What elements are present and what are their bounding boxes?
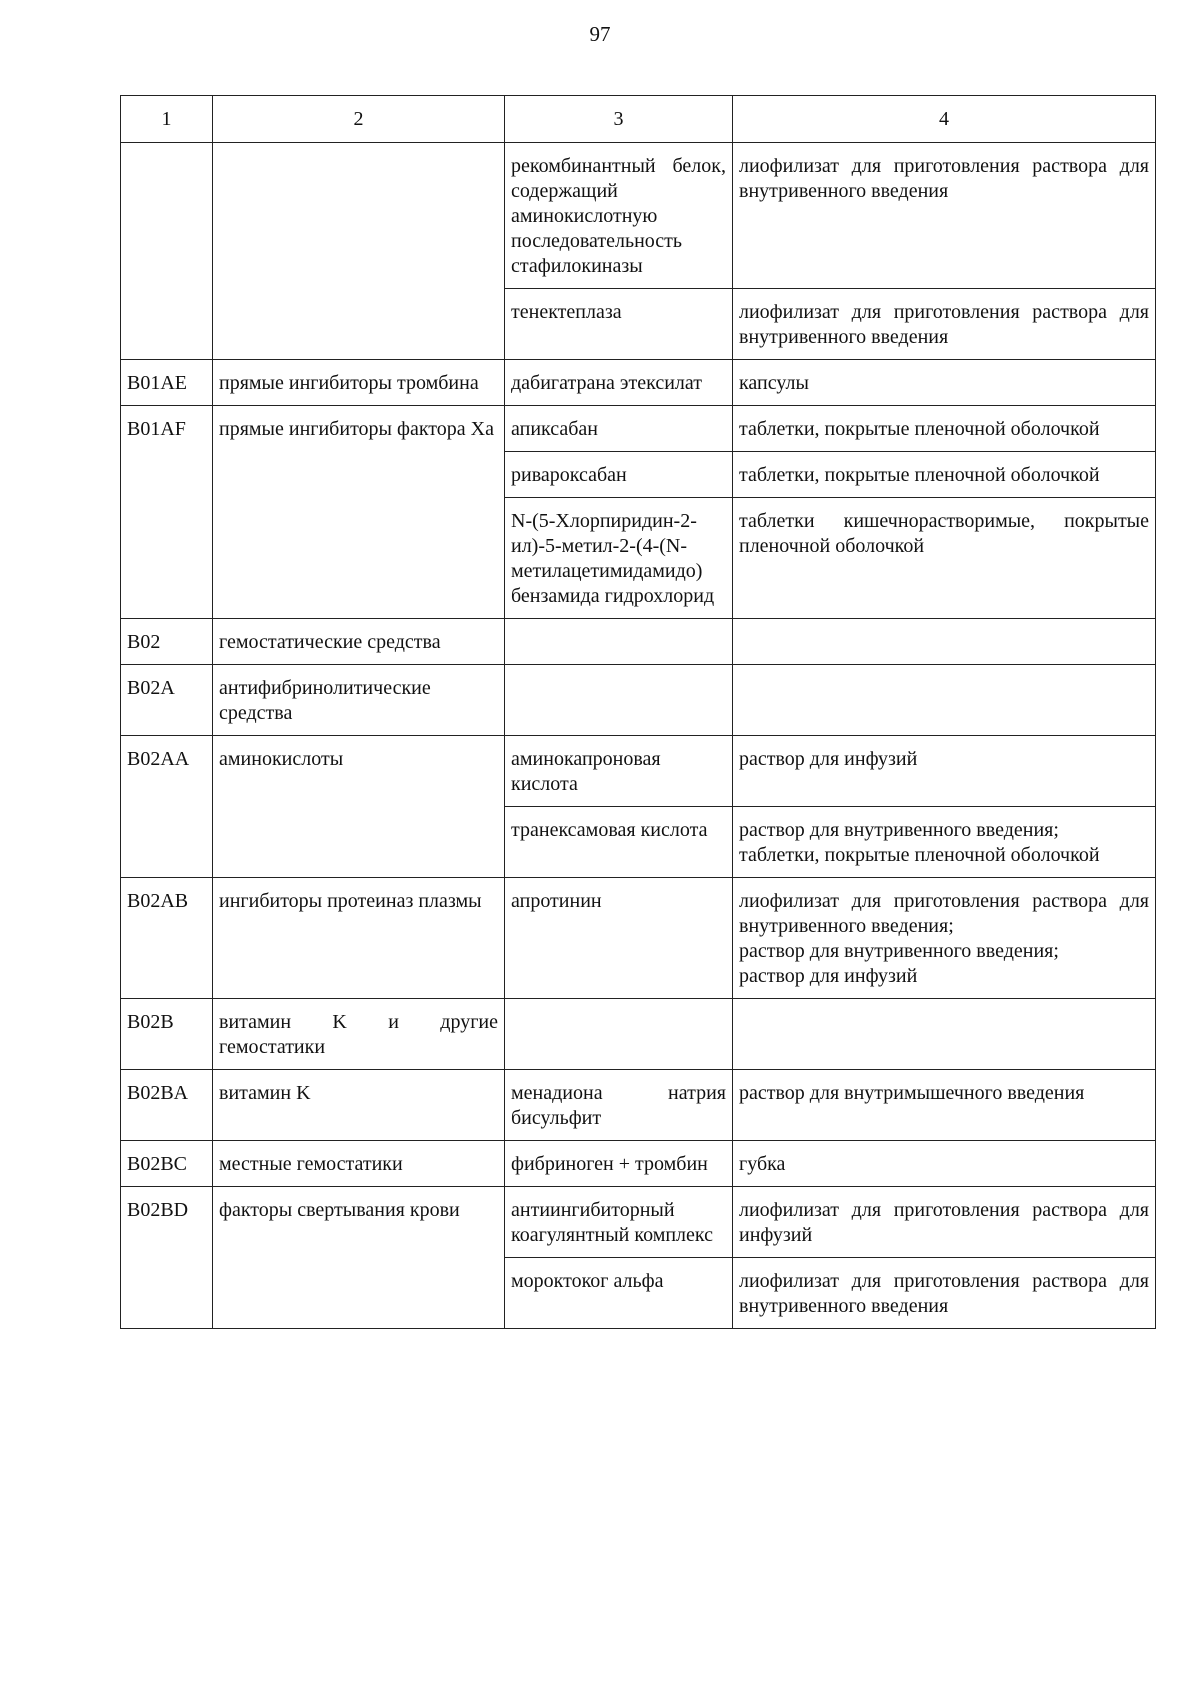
group-name-cell: антифибринолитические средства xyxy=(213,665,505,736)
dosage-form-cell xyxy=(733,999,1156,1070)
drug-name-cell xyxy=(505,665,733,736)
dosage-form-line: раствор для инфузий xyxy=(739,965,918,987)
dosage-form-line: лиофилизат для приготовления раствора для внутривенного введения xyxy=(739,155,1149,202)
dosage-form-cell xyxy=(733,807,1156,878)
table-row xyxy=(121,665,1156,736)
page-number: 97 xyxy=(589,22,611,46)
group-name-cell: витамин K xyxy=(213,1070,505,1141)
atc-code-cell: B02BA xyxy=(121,1070,213,1141)
table-row xyxy=(121,360,1156,406)
column-header-row xyxy=(121,96,1156,143)
dosage-form-line: губка xyxy=(739,1153,786,1175)
table-row xyxy=(121,878,1156,999)
group-name-cell: прямые ингибиторы тромбина xyxy=(213,360,505,406)
table-row xyxy=(121,619,1156,665)
atc-code-cell: B01AF xyxy=(121,406,213,619)
drug-name-cell xyxy=(505,619,733,665)
group-name-cell: факторы свертывания крови xyxy=(213,1187,505,1329)
table-row xyxy=(121,999,1156,1070)
drug-name-cell: рекомбинантный белок, содержащий аминокислотную последовательность стафилокиназы xyxy=(505,143,733,289)
dosage-form-cell xyxy=(733,360,1156,406)
dosage-form-line: лиофилизат для приготовления раствора для внутривенного введения xyxy=(739,301,1149,348)
drug-name-cell xyxy=(505,999,733,1070)
column-header-3: 3 xyxy=(505,96,733,143)
table-row xyxy=(121,1070,1156,1141)
drug-name-cell: аминокапроновая кислота xyxy=(505,736,733,807)
table-row xyxy=(121,143,1156,289)
atc-code-cell: B02BD xyxy=(121,1187,213,1329)
table-row xyxy=(121,1187,1156,1258)
dosage-form-cell xyxy=(733,143,1156,289)
drug-name-cell: менадиона натрия бисульфит xyxy=(505,1070,733,1141)
atc-code-cell: B02A xyxy=(121,665,213,736)
atc-code-cell: B01AE xyxy=(121,360,213,406)
dosage-form-cell xyxy=(733,1070,1156,1141)
group-name-cell: местные гемостатики xyxy=(213,1141,505,1187)
dosage-form-cell xyxy=(733,1141,1156,1187)
dosage-form-line: лиофилизат для приготовления раствора для внутривенного введения; xyxy=(739,890,1149,937)
group-name-cell: прямые ингибиторы фактора Xa xyxy=(213,406,505,619)
dosage-form-cell xyxy=(733,406,1156,452)
dosage-form-line: лиофилизат для приготовления раствора для инфузий xyxy=(739,1199,1149,1246)
drug-name-cell: апротинин xyxy=(505,878,733,999)
dosage-form-line: таблетки, покрытые пленочной оболочкой xyxy=(739,464,1100,486)
group-name-cell: аминокислоты xyxy=(213,736,505,878)
dosage-form-cell xyxy=(733,498,1156,619)
group-name-cell: ингибиторы протеиназ плазмы xyxy=(213,878,505,999)
atc-code-cell: B02AA xyxy=(121,736,213,878)
dosage-form-cell xyxy=(733,1258,1156,1329)
atc-code-cell xyxy=(121,143,213,360)
drug-name-cell: N-(5-Хлорпиридин-2-ил)-5-метил-2-(4-(N-метилацетимидамидо) бензамида гидрохлорид xyxy=(505,498,733,619)
dosage-form-cell xyxy=(733,1187,1156,1258)
drug-name-cell: мороктоког альфа xyxy=(505,1258,733,1329)
dosage-form-line: таблетки кишечнорастворимые, покрытые пленочной оболочкой xyxy=(739,510,1149,557)
dosage-form-line: раствор для внутривенного введения; xyxy=(739,819,1059,841)
drug-name-cell: фибриноген + тромбин xyxy=(505,1141,733,1187)
drug-table-body xyxy=(121,96,1156,1329)
column-header-4: 4 xyxy=(733,96,1156,143)
dosage-form-line: таблетки, покрытые пленочной оболочкой xyxy=(739,844,1100,866)
dosage-form-line: капсулы xyxy=(739,372,809,394)
dosage-form-cell xyxy=(733,736,1156,807)
table-row xyxy=(121,736,1156,807)
table-row xyxy=(121,406,1156,452)
column-header-1: 1 xyxy=(121,96,213,143)
atc-code-cell: B02 xyxy=(121,619,213,665)
drug-name-cell: транексамовая кислота xyxy=(505,807,733,878)
atc-code-cell: B02B xyxy=(121,999,213,1070)
table-row xyxy=(121,1141,1156,1187)
drug-name-cell: дабигатрана этексилат xyxy=(505,360,733,406)
dosage-form-cell xyxy=(733,289,1156,360)
dosage-form-line: раствор для внутримышечного введения xyxy=(739,1082,1085,1104)
dosage-form-line: раствор для инфузий xyxy=(739,748,918,770)
dosage-form-cell xyxy=(733,878,1156,999)
atc-code-cell: B02AB xyxy=(121,878,213,999)
dosage-form-line: таблетки, покрытые пленочной оболочкой xyxy=(739,418,1100,440)
drug-table xyxy=(120,95,1156,1329)
dosage-form-cell xyxy=(733,665,1156,736)
dosage-form-cell xyxy=(733,619,1156,665)
column-header-2: 2 xyxy=(213,96,505,143)
group-name-cell: гемостатические средства xyxy=(213,619,505,665)
drug-name-cell: ривароксабан xyxy=(505,452,733,498)
drug-name-cell: антиингибиторный коагулянтный комплекс xyxy=(505,1187,733,1258)
dosage-form-cell xyxy=(733,452,1156,498)
drug-name-cell: тенектеплаза xyxy=(505,289,733,360)
group-name-cell: витамин K и другие гемостатики xyxy=(213,999,505,1070)
atc-code-cell: B02BC xyxy=(121,1141,213,1187)
group-name-cell xyxy=(213,143,505,360)
dosage-form-line: раствор для внутривенного введения; xyxy=(739,940,1059,962)
drug-name-cell: апиксабан xyxy=(505,406,733,452)
dosage-form-line: лиофилизат для приготовления раствора для внутривенного введения xyxy=(739,1270,1149,1317)
